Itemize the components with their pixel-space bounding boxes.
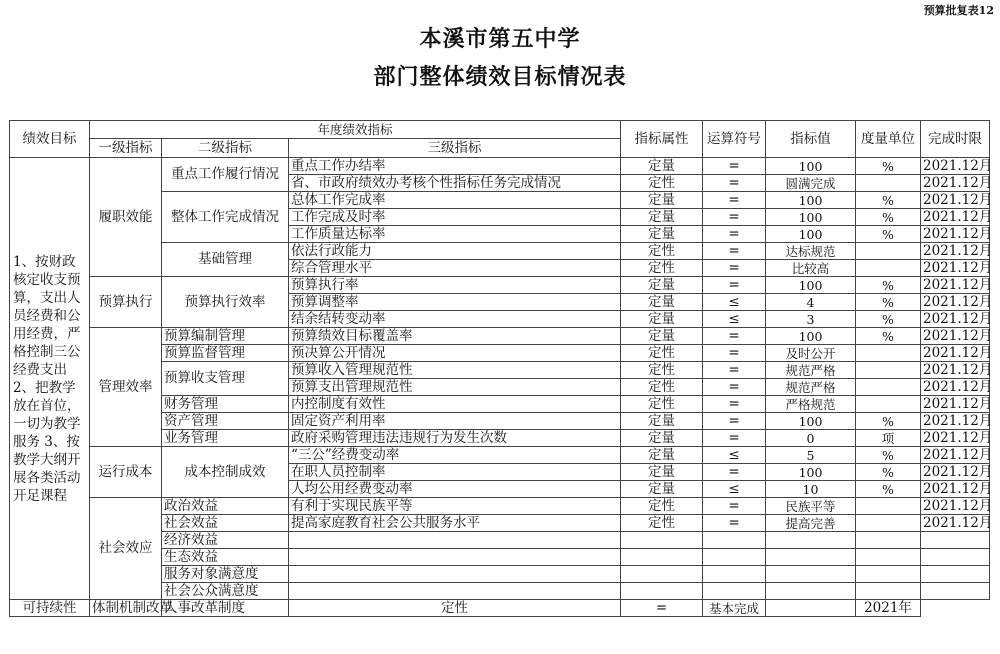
level1-management-efficiency: 管理效率 <box>90 328 162 447</box>
operator-symbol: = <box>703 209 766 226</box>
level3-indicator: 预算支出管理规范性 <box>289 379 621 396</box>
level2-overall-work: 整体工作完成情况 <box>162 192 289 243</box>
measure-unit: 项 <box>856 430 921 447</box>
indicator-value <box>766 532 856 549</box>
level3-indicator: 预算绩效目标覆盖率 <box>289 328 621 345</box>
deadline: 2021.12月 <box>921 158 990 175</box>
measure-unit: % <box>856 209 921 226</box>
deadline: 2021.12月 <box>921 175 990 192</box>
level3-indicator: 人均公用经费变动率 <box>289 481 621 498</box>
table-row <box>10 277 990 294</box>
school-name-title: 本溪市第五中学 <box>419 26 581 52</box>
measure-unit <box>856 498 921 515</box>
performance-target-table <box>9 120 993 617</box>
measure-unit: % <box>856 481 921 498</box>
indicator-attribute: 定性 <box>621 345 703 362</box>
indicator-value: 提高完善 <box>766 515 856 532</box>
level1-sustainability: 可持续性 <box>10 600 90 617</box>
deadline: 2021.12月 <box>921 362 990 379</box>
measure-unit <box>856 566 921 583</box>
measure-unit: % <box>856 158 921 175</box>
measure-unit <box>856 515 921 532</box>
measure-unit: % <box>856 226 921 243</box>
indicator-value: 规范严格 <box>766 379 856 396</box>
indicator-value: 基本完成 <box>703 600 766 617</box>
operator-symbol: = <box>703 175 766 192</box>
level2-business-mgmt: 业务管理 <box>162 430 289 447</box>
header-level3: 三级指标 <box>289 139 621 158</box>
indicator-value: 及时公开 <box>766 345 856 362</box>
operator-symbol: ≤ <box>703 294 766 311</box>
indicator-value <box>766 549 856 566</box>
operator-symbol: = <box>703 430 766 447</box>
deadline <box>921 583 990 600</box>
operator-symbol: = <box>703 464 766 481</box>
indicator-value: 100 <box>766 192 856 209</box>
deadline: 2021.12月 <box>921 294 990 311</box>
measure-unit <box>856 243 921 260</box>
indicator-attribute: 定性 <box>621 260 703 277</box>
deadline: 2021.12月 <box>921 464 990 481</box>
level3-indicator: 提高家庭教育社会公共服务水平 <box>289 515 621 532</box>
goal-text: 1、按财政核定收支预算，支出人员经费和公用经费，严格控制三公经费支出 2、把教学放在首位，一切为教学服务 3、按教学大纲开展各类活动开足课程 <box>10 158 90 600</box>
operator-symbol: = <box>621 600 703 617</box>
operator-symbol: ≤ <box>703 447 766 464</box>
indicator-attribute <box>621 566 703 583</box>
table-row <box>10 328 990 345</box>
indicator-attribute <box>621 583 703 600</box>
operator-symbol: = <box>703 345 766 362</box>
level2-asset-mgmt: 资产管理 <box>162 413 289 430</box>
indicator-value: 圆满完成 <box>766 175 856 192</box>
operator-symbol: = <box>703 243 766 260</box>
level2-key-work: 重点工作履行情况 <box>162 158 289 192</box>
table-row <box>10 447 990 464</box>
deadline: 2021.12月 <box>921 396 990 413</box>
level2-public-satisfaction: 社会公众满意度 <box>162 583 289 600</box>
deadline: 2021.12月 <box>921 226 990 243</box>
deadline: 2021年 <box>856 600 921 617</box>
operator-symbol: = <box>703 362 766 379</box>
indicator-value: 100 <box>766 328 856 345</box>
header-row-1 <box>10 121 990 139</box>
indicator-attribute: 定量 <box>621 192 703 209</box>
indicator-attribute: 定性 <box>621 175 703 192</box>
deadline: 2021.12月 <box>921 209 990 226</box>
indicator-value <box>766 566 856 583</box>
level3-indicator: 内控制度有效性 <box>289 396 621 413</box>
indicator-attribute: 定量 <box>621 413 703 430</box>
indicator-value: 100 <box>766 226 856 243</box>
indicator-value: 100 <box>766 413 856 430</box>
measure-unit <box>856 532 921 549</box>
deadline: 2021.12月 <box>921 243 990 260</box>
deadline: 2021.12月 <box>921 328 990 345</box>
indicator-attribute: 定量 <box>621 328 703 345</box>
operator-symbol: ≤ <box>703 481 766 498</box>
indicator-attribute: 定量 <box>621 481 703 498</box>
operator-symbol: = <box>703 260 766 277</box>
measure-unit <box>856 260 921 277</box>
operator-symbol: = <box>703 226 766 243</box>
level3-indicator: 重点工作办结率 <box>289 158 621 175</box>
deadline: 2021.12月 <box>921 515 990 532</box>
measure-unit: % <box>856 294 921 311</box>
level2-economic: 经济效益 <box>162 532 289 549</box>
level3-indicator: 工作完成及时率 <box>289 209 621 226</box>
deadline <box>921 532 990 549</box>
operator-symbol <box>703 549 766 566</box>
operator-symbol: = <box>703 515 766 532</box>
indicator-value: 10 <box>766 481 856 498</box>
indicator-value: 规范严格 <box>766 362 856 379</box>
deadline: 2021.12月 <box>921 430 990 447</box>
indicator-value: 100 <box>766 158 856 175</box>
indicator-attribute: 定性 <box>621 243 703 260</box>
indicator-value: 100 <box>766 277 856 294</box>
operator-symbol: = <box>703 192 766 209</box>
level2-budget-exec-rate: 预算执行效率 <box>162 277 289 328</box>
indicator-attribute: 定性 <box>621 498 703 515</box>
measure-unit: % <box>856 413 921 430</box>
indicator-attribute: 定量 <box>621 311 703 328</box>
level2-budget-compile: 预算编制管理 <box>162 328 289 345</box>
deadline: 2021.12月 <box>921 481 990 498</box>
level1-performance: 履职效能 <box>90 158 162 277</box>
level3-indicator: 总体工作完成率 <box>289 192 621 209</box>
indicator-attribute: 定性 <box>621 515 703 532</box>
table-row <box>10 158 990 175</box>
indicator-attribute: 定量 <box>621 464 703 481</box>
indicator-attribute: 定性 <box>289 600 621 617</box>
operator-symbol: ≤ <box>703 311 766 328</box>
deadline: 2021.12月 <box>921 277 990 294</box>
measure-unit: % <box>856 328 921 345</box>
header-level2: 二级指标 <box>162 139 289 158</box>
operator-symbol: = <box>703 379 766 396</box>
header-goal: 绩效目标 <box>10 121 90 158</box>
level2-budget-income-expense: 预算收支管理 <box>162 362 289 396</box>
level3-indicator: 工作质量达标率 <box>289 226 621 243</box>
operator-symbol: = <box>703 413 766 430</box>
header-value: 指标值 <box>766 121 856 158</box>
deadline: 2021.12月 <box>921 345 990 362</box>
deadline <box>921 566 990 583</box>
indicator-value: 达标规范 <box>766 243 856 260</box>
measure-unit: % <box>856 447 921 464</box>
measure-unit: % <box>856 464 921 481</box>
indicator-attribute: 定量 <box>621 430 703 447</box>
level2-finance-mgmt: 财务管理 <box>162 396 289 413</box>
measure-unit: % <box>856 277 921 294</box>
operator-symbol: = <box>703 277 766 294</box>
indicator-attribute: 定量 <box>621 447 703 464</box>
measure-unit <box>856 362 921 379</box>
header-level1: 一级指标 <box>90 139 162 158</box>
level3-indicator: 在职人员控制率 <box>289 464 621 481</box>
level2-budget-supervise: 预算监督管理 <box>162 345 289 362</box>
indicator-attribute: 定性 <box>621 362 703 379</box>
table-row <box>10 498 990 515</box>
header-annual-indicators: 年度绩效指标 <box>90 121 621 139</box>
deadline: 2021.12月 <box>921 498 990 515</box>
header-unit: 度量单位 <box>856 121 921 158</box>
header-deadline: 完成时限 <box>921 121 990 158</box>
measure-unit <box>856 583 921 600</box>
indicator-attribute: 定性 <box>621 396 703 413</box>
document-code: 预算批复表12 <box>923 4 994 17</box>
measure-unit: % <box>856 311 921 328</box>
indicator-attribute: 定量 <box>621 158 703 175</box>
indicator-attribute: 定量 <box>621 226 703 243</box>
indicator-value: 0 <box>766 430 856 447</box>
level2-ecological: 生态效益 <box>162 549 289 566</box>
measure-unit <box>856 379 921 396</box>
indicator-attribute: 定量 <box>621 277 703 294</box>
level3-indicator <box>289 532 621 549</box>
deadline: 2021.12月 <box>921 311 990 328</box>
indicator-value: 严格规范 <box>766 396 856 413</box>
level2-social: 社会效益 <box>162 515 289 532</box>
level3-indicator: 预决算公开情况 <box>289 345 621 362</box>
level3-indicator: 综合管理水平 <box>289 260 621 277</box>
indicator-value: 民族平等 <box>766 498 856 515</box>
table-title: 部门整体绩效目标情况表 <box>373 64 627 90</box>
level3-indicator <box>289 549 621 566</box>
indicator-value: 100 <box>766 209 856 226</box>
indicator-attribute: 定量 <box>621 209 703 226</box>
deadline <box>921 549 990 566</box>
deadline: 2021.12月 <box>921 413 990 430</box>
header-attribute: 指标属性 <box>621 121 703 158</box>
level2-cost-control: 成本控制成效 <box>162 447 289 498</box>
level1-social-effect: 社会效应 <box>90 498 162 600</box>
deadline: 2021.12月 <box>921 260 990 277</box>
deadline: 2021.12月 <box>921 379 990 396</box>
level3-indicator: 省、市政府绩效办考核个性指标任务完成情况 <box>289 175 621 192</box>
measure-unit <box>856 549 921 566</box>
operator-symbol: = <box>703 328 766 345</box>
level2-service-satisfaction: 服务对象满意度 <box>162 566 289 583</box>
table-row <box>10 600 990 617</box>
indicator-attribute: 定性 <box>621 379 703 396</box>
level2-basic-mgmt: 基础管理 <box>162 243 289 277</box>
operator-symbol <box>703 583 766 600</box>
indicator-attribute <box>621 532 703 549</box>
measure-unit <box>766 600 856 617</box>
indicator-value: 4 <box>766 294 856 311</box>
level3-indicator: 固定资产利用率 <box>289 413 621 430</box>
level3-indicator: 预算执行率 <box>289 277 621 294</box>
deadline: 2021.12月 <box>921 447 990 464</box>
operator-symbol <box>703 532 766 549</box>
level3-indicator: 预算调整率 <box>289 294 621 311</box>
level1-operating-cost: 运行成本 <box>90 447 162 498</box>
measure-unit <box>856 345 921 362</box>
indicator-attribute: 定量 <box>621 294 703 311</box>
measure-unit: % <box>856 192 921 209</box>
operator-symbol: = <box>703 498 766 515</box>
operator-symbol <box>703 566 766 583</box>
level1-budget-execution: 预算执行 <box>90 277 162 328</box>
level3-indicator: 有利于实现民族平等 <box>289 498 621 515</box>
indicator-value: 5 <box>766 447 856 464</box>
level3-indicator: 预算收入管理规范性 <box>289 362 621 379</box>
level2-institutional-reform: 体制机制改革 <box>90 600 162 617</box>
indicator-value: 100 <box>766 464 856 481</box>
level3-indicator <box>289 566 621 583</box>
measure-unit <box>856 396 921 413</box>
operator-symbol: = <box>703 158 766 175</box>
level3-indicator: 依法行政能力 <box>289 243 621 260</box>
measure-unit <box>856 175 921 192</box>
operator-symbol: = <box>703 396 766 413</box>
level3-indicator: “三公”经费变动率 <box>289 447 621 464</box>
indicator-attribute <box>621 549 703 566</box>
level2-political: 政治效益 <box>162 498 289 515</box>
level3-indicator <box>289 583 621 600</box>
deadline: 2021.12月 <box>921 192 990 209</box>
level3-indicator: 结余结转变动率 <box>289 311 621 328</box>
level3-indicator: 政府采购管理违法违规行为发生次数 <box>289 430 621 447</box>
header-operator: 运算符号 <box>703 121 766 158</box>
indicator-value <box>766 583 856 600</box>
indicator-value: 3 <box>766 311 856 328</box>
indicator-value: 比较高 <box>766 260 856 277</box>
level3-indicator: 人事改革制度 <box>162 600 289 617</box>
